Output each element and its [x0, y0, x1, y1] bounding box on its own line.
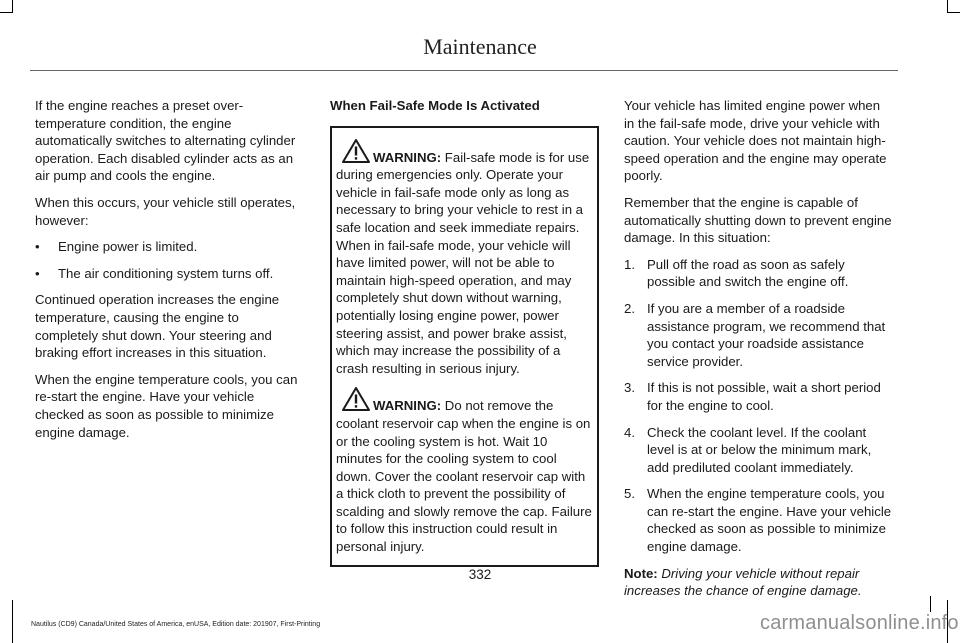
note-label: Note: [624, 565, 658, 581]
list-item [624, 379, 892, 414]
step-number: 3. [624, 380, 635, 396]
list-item [624, 300, 892, 370]
footer-text: Nautilus (CD9) Canada/United States of America, enUSA, Edition date: 201907, First-Printing [31, 621, 321, 628]
paragraph: Remember that the engine is capable of automatically shutting down to prevent engine damage. In this situation: [624, 194, 892, 246]
column-middle [330, 97, 599, 567]
bullet-mark: • [35, 239, 40, 255]
paragraph: Your vehicle has limited engine power when in the fail-safe mode, drive your vehicle with caution. Your vehicle does not maintain high-speed operation and the engine may operate poorly. [624, 98, 887, 184]
warning-text: Do not remove the coolant reservoir cap when the engine is on or the cooling system is hot. Wait 10 minutes for the cooling system to cool down. Cover the coolant reservoir cap with a thick cloth to prevent the possibility of scalding and slowly remove the cap. Failure to follow this instruction could result in personal injury. [336, 398, 592, 555]
crop-mark [0, 12, 13, 13]
list-item-text: When the engine temperature cools, you can re-start the engine. Have your vehicle checked as soon as possible to minimize engine damage. [647, 486, 892, 555]
warning-box [330, 126, 599, 567]
crop-mark [930, 596, 931, 612]
crop-mark [947, 12, 960, 13]
step-number: 5. [624, 486, 635, 502]
bullet-mark: • [35, 265, 40, 281]
warning-triangle-icon [341, 138, 371, 164]
list-item-text: Check the coolant level. If the coolant level is at or below the minimum mark, add prediluted coolant immediately. [647, 424, 872, 475]
crop-mark [12, 600, 13, 643]
step-number: 4. [624, 424, 635, 440]
paragraph: If the engine reaches a preset over-temperature condition, the engine automatically switches to alternating cylinder operation. Each disabled cylinder acts as an air pump and cools the engine. [35, 98, 296, 184]
header-rule [30, 70, 898, 71]
list-item-text: Engine power is limited. [58, 239, 198, 255]
warning-text: Fail-safe mode is for use during emergencies only. Operate your vehicle in fail-safe mode only as long as necessary to bring your vehicle to rest in a safe location and seek immediate repairs. When in fail-safe mode, your vehicle will have limited power, will not be able to maintain high-speed operation, and may completely shut down without warning, potentially losing engine power, power steering assist, and power brake assist, which may increase the possibility of a crash resulting in serious injury. [336, 149, 590, 376]
note-text: Driving your vehicle without repair increases the chance of engine damage. [624, 565, 862, 599]
step-number: 2. [624, 300, 635, 316]
warning-paragraph [336, 138, 593, 378]
crop-mark [12, 0, 13, 12]
bullet-list [35, 238, 303, 282]
list-item [35, 238, 303, 256]
list-item [624, 485, 892, 555]
numbered-list [624, 256, 892, 556]
list-item-text: Pull off the road as soon as safely possible and switch the engine off. [647, 256, 849, 290]
section-heading: When Fail-Safe Mode Is Activated [330, 98, 540, 113]
warning-label: WARNING: [373, 149, 442, 165]
crop-mark [947, 0, 948, 12]
list-item-text: If you are a member of a roadside assistance program, we recommend that you contact your roadside assistance service provider. [647, 300, 886, 369]
warning-paragraph [336, 386, 593, 555]
paragraph: Continued operation increases the engine temperature, causing the engine to completely shut down. Your steering and braking effort increases in this situation. [35, 292, 280, 361]
step-number: 1. [624, 256, 635, 272]
watermark: carmanualsonline.info [760, 612, 959, 634]
list-item [35, 265, 303, 283]
warning-label: WARNING: [373, 398, 442, 414]
warning-triangle-icon [341, 386, 371, 412]
paragraph: When this occurs, your vehicle still operates, however: [35, 194, 296, 228]
paragraph: When the engine temperature cools, you can re-start the engine. Have your vehicle checked as soon as possible to minimize engine damage. [35, 371, 298, 440]
list-item-text: The air conditioning system turns off. [58, 265, 274, 281]
list-item-text: If this is not possible, wait a short period for the engine to cool. [647, 380, 881, 413]
list-item [624, 424, 892, 477]
list-item [624, 256, 892, 291]
page-number: 332 [468, 567, 492, 582]
page-header-title: Maintenance [423, 34, 537, 59]
column-right [624, 97, 892, 609]
column-left [35, 97, 303, 450]
